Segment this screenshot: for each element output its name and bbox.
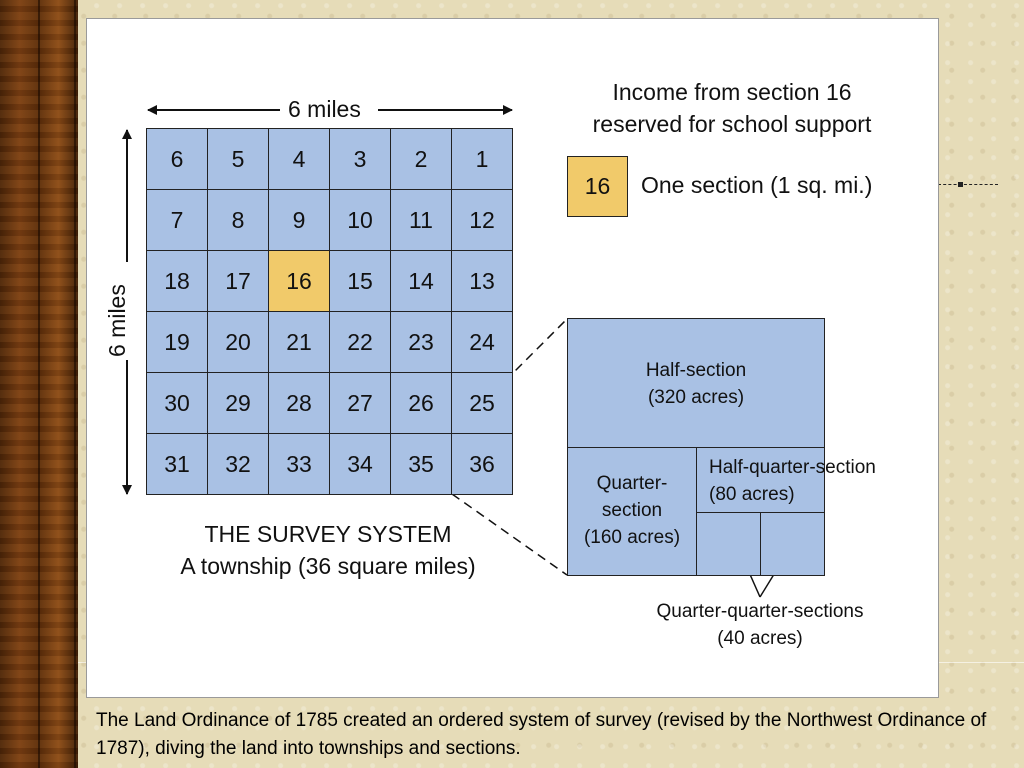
legend-text: One section (1 sq. mi.) <box>641 172 873 198</box>
section-cell-25: 25 <box>452 373 513 434</box>
section-cell-3: 3 <box>330 129 391 190</box>
half-quarter-acres: (80 acres) <box>709 484 795 505</box>
half-quarter-label <box>709 454 876 508</box>
income-note <box>566 76 898 140</box>
section-cell-27: 27 <box>330 373 391 434</box>
section-cell-8: 8 <box>208 190 269 251</box>
section-cell-11: 11 <box>391 190 452 251</box>
income-note-line1: Income from section 16 <box>612 79 852 105</box>
section-cell-20: 20 <box>208 312 269 373</box>
section-cell-32: 32 <box>208 434 269 495</box>
section-cell-21: 21 <box>269 312 330 373</box>
half-section-block <box>567 318 825 448</box>
section-cell-23: 23 <box>391 312 452 373</box>
diagram-title-line1: THE SURVEY SYSTEM <box>204 521 452 547</box>
section-cell-12: 12 <box>452 190 513 251</box>
section-cell-2: 2 <box>391 129 452 190</box>
diagram-title <box>150 518 506 582</box>
half-quarter-name: Half-quarter-section <box>709 457 876 478</box>
qq-name: Quarter-quarter-sections <box>656 601 864 622</box>
section-cell-33: 33 <box>269 434 330 495</box>
section-cell-35: 35 <box>391 434 452 495</box>
section-cell-24: 24 <box>452 312 513 373</box>
income-note-line2: reserved for school support <box>592 111 872 137</box>
section-cell-26: 26 <box>391 373 452 434</box>
quarter-quarter-block-left <box>696 512 761 576</box>
diagram-title-line2: A township (36 square miles) <box>180 553 476 579</box>
township-grid <box>146 128 513 495</box>
section-cell-36: 36 <box>452 434 513 495</box>
half-section-acres: (320 acres) <box>647 387 745 408</box>
section-cell-17: 17 <box>208 251 269 312</box>
section-cell-30: 30 <box>147 373 208 434</box>
section-cell-1: 1 <box>452 129 513 190</box>
side-distance-label: 6 miles <box>104 284 130 357</box>
half-section-name: Half-section <box>645 360 747 381</box>
quarter-section-line1: Quarter- <box>596 473 668 494</box>
section-cell-19: 19 <box>147 312 208 373</box>
quarter-quarter-label <box>620 598 900 652</box>
section-cell-28: 28 <box>269 373 330 434</box>
section-cell-15: 15 <box>330 251 391 312</box>
section-cell-29: 29 <box>208 373 269 434</box>
qq-acres: (40 acres) <box>717 628 803 649</box>
section-cell-22: 22 <box>330 312 391 373</box>
slide-caption: The Land Ordinance of 1785 created an ordered system of survey (revised by the Northwest Ordinance of 1787), diving the land into townships and sections. <box>96 710 987 759</box>
top-distance-label: 6 miles <box>288 96 361 122</box>
section-cell-6: 6 <box>147 129 208 190</box>
section-cell-14: 14 <box>391 251 452 312</box>
section-cell-16: 16 <box>269 251 330 312</box>
quarter-section-block <box>567 447 697 576</box>
section-cell-18: 18 <box>147 251 208 312</box>
section-cell-13: 13 <box>452 251 513 312</box>
legend-swatch: 16 <box>567 156 628 217</box>
quarter-section-acres: (160 acres) <box>583 527 681 548</box>
quarter-quarter-block-right <box>760 512 825 576</box>
section-cell-34: 34 <box>330 434 391 495</box>
section-cell-31: 31 <box>147 434 208 495</box>
section-cell-4: 4 <box>269 129 330 190</box>
section-cell-7: 7 <box>147 190 208 251</box>
quarter-section-line2: section <box>601 500 663 521</box>
section-cell-10: 10 <box>330 190 391 251</box>
section-cell-9: 9 <box>269 190 330 251</box>
section-cell-5: 5 <box>208 129 269 190</box>
